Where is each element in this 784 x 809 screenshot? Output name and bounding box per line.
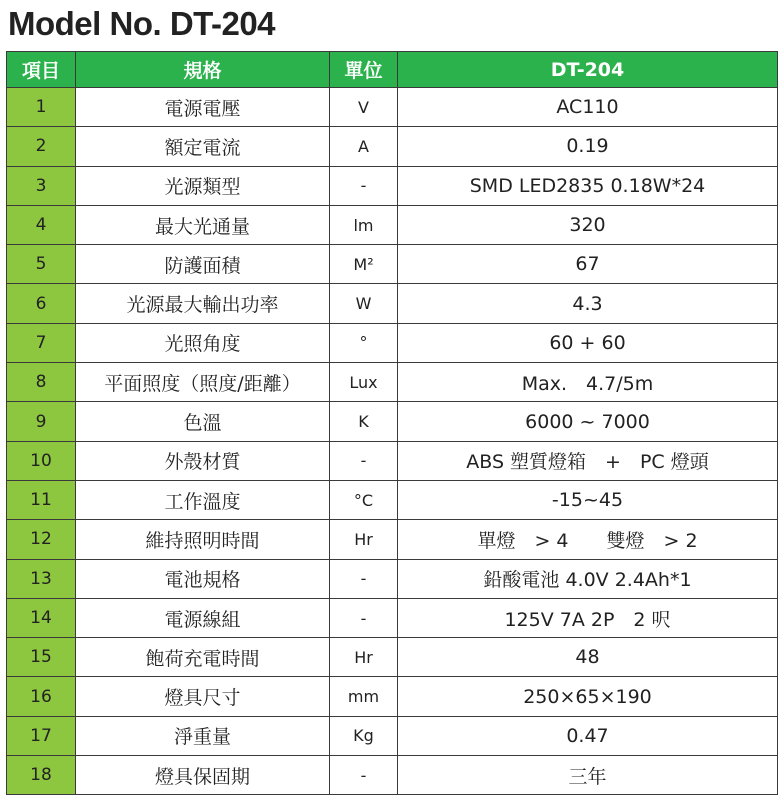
table-row <box>7 598 778 637</box>
row-index: 3 <box>7 166 76 205</box>
row-value: SMD LED2835 0.18W*24 <box>398 166 778 205</box>
table-row <box>7 205 778 244</box>
row-index: 8 <box>7 363 76 402</box>
row-unit: - <box>330 756 398 795</box>
table-row <box>7 480 778 519</box>
table-row <box>7 638 778 677</box>
row-unit: Hr <box>330 520 398 559</box>
row-value: 單燈 > 4 雙燈 > 2 <box>398 520 778 559</box>
page-title: Model No. DT-204 <box>8 5 276 42</box>
row-unit: - <box>330 441 398 480</box>
row-value: 125V 7A 2P 2 呎 <box>398 598 778 637</box>
table-row <box>7 441 778 480</box>
row-value: 三年 <box>398 756 778 795</box>
row-index: 6 <box>7 284 76 323</box>
row-index: 10 <box>7 441 76 480</box>
table-row <box>7 756 778 795</box>
row-value: ABS 塑質燈箱 + PC 燈頭 <box>398 441 778 480</box>
row-value: 67 <box>398 245 778 284</box>
row-spec: 光照角度 <box>76 323 330 362</box>
spec-table <box>6 51 778 795</box>
row-spec: 淨重量 <box>76 716 330 755</box>
row-value: Max. 4.7/5m <box>398 363 778 402</box>
row-unit: M² <box>330 245 398 284</box>
table-row <box>7 127 778 166</box>
table-row <box>7 520 778 559</box>
row-spec: 光源類型 <box>76 166 330 205</box>
row-index: 4 <box>7 205 76 244</box>
table-row <box>7 363 778 402</box>
table-row <box>7 559 778 598</box>
row-unit: W <box>330 284 398 323</box>
row-unit: lm <box>330 205 398 244</box>
table-body <box>7 88 778 795</box>
row-unit: - <box>330 166 398 205</box>
row-index: 18 <box>7 756 76 795</box>
row-spec: 防護面積 <box>76 245 330 284</box>
row-unit: A <box>330 127 398 166</box>
table-row <box>7 716 778 755</box>
header-unit: 單位 <box>330 52 398 88</box>
row-value: AC110 <box>398 88 778 127</box>
row-index: 11 <box>7 480 76 519</box>
row-value: 4.3 <box>398 284 778 323</box>
row-index: 15 <box>7 638 76 677</box>
row-spec: 外殼材質 <box>76 441 330 480</box>
row-spec: 電源電壓 <box>76 88 330 127</box>
table-row <box>7 677 778 716</box>
row-value: 0.19 <box>398 127 778 166</box>
row-index: 2 <box>7 127 76 166</box>
row-unit: ° <box>330 323 398 362</box>
row-spec: 電池規格 <box>76 559 330 598</box>
row-unit: Hr <box>330 638 398 677</box>
row-index: 1 <box>7 88 76 127</box>
row-index: 14 <box>7 598 76 637</box>
row-value: 6000 ~ 7000 <box>398 402 778 441</box>
row-index: 7 <box>7 323 76 362</box>
row-value: 鉛酸電池 4.0V 2.4Ah*1 <box>398 559 778 598</box>
row-spec: 色溫 <box>76 402 330 441</box>
row-value: 0.47 <box>398 716 778 755</box>
row-spec: 光源最大輸出功率 <box>76 284 330 323</box>
table-row <box>7 88 778 127</box>
row-unit: °C <box>330 480 398 519</box>
row-spec: 最大光通量 <box>76 205 330 244</box>
row-index: 16 <box>7 677 76 716</box>
table-row <box>7 245 778 284</box>
row-spec: 飽荷充電時間 <box>76 638 330 677</box>
row-index: 9 <box>7 402 76 441</box>
row-spec: 電源線組 <box>76 598 330 637</box>
row-index: 12 <box>7 520 76 559</box>
row-unit: Kg <box>330 716 398 755</box>
row-index: 13 <box>7 559 76 598</box>
table-row <box>7 166 778 205</box>
row-spec: 維持照明時間 <box>76 520 330 559</box>
row-unit: mm <box>330 677 398 716</box>
row-spec: 平面照度（照度/距離） <box>76 363 330 402</box>
row-value: 60 + 60 <box>398 323 778 362</box>
row-value: 250×65×190 <box>398 677 778 716</box>
header-spec: 規格 <box>76 52 330 88</box>
header-item: 項目 <box>7 52 76 88</box>
row-unit: - <box>330 598 398 637</box>
row-unit: K <box>330 402 398 441</box>
row-value: 48 <box>398 638 778 677</box>
row-spec: 工作溫度 <box>76 480 330 519</box>
row-spec: 燈具保固期 <box>76 756 330 795</box>
row-value: -15~45 <box>398 480 778 519</box>
header-model: DT-204 <box>398 52 778 88</box>
row-unit: Lux <box>330 363 398 402</box>
row-unit: V <box>330 88 398 127</box>
row-index: 17 <box>7 716 76 755</box>
table-row <box>7 402 778 441</box>
row-unit: - <box>330 559 398 598</box>
row-spec: 額定電流 <box>76 127 330 166</box>
row-index: 5 <box>7 245 76 284</box>
row-value: 320 <box>398 205 778 244</box>
table-row <box>7 323 778 362</box>
row-spec: 燈具尺寸 <box>76 677 330 716</box>
table-header <box>7 52 778 88</box>
table-row <box>7 284 778 323</box>
